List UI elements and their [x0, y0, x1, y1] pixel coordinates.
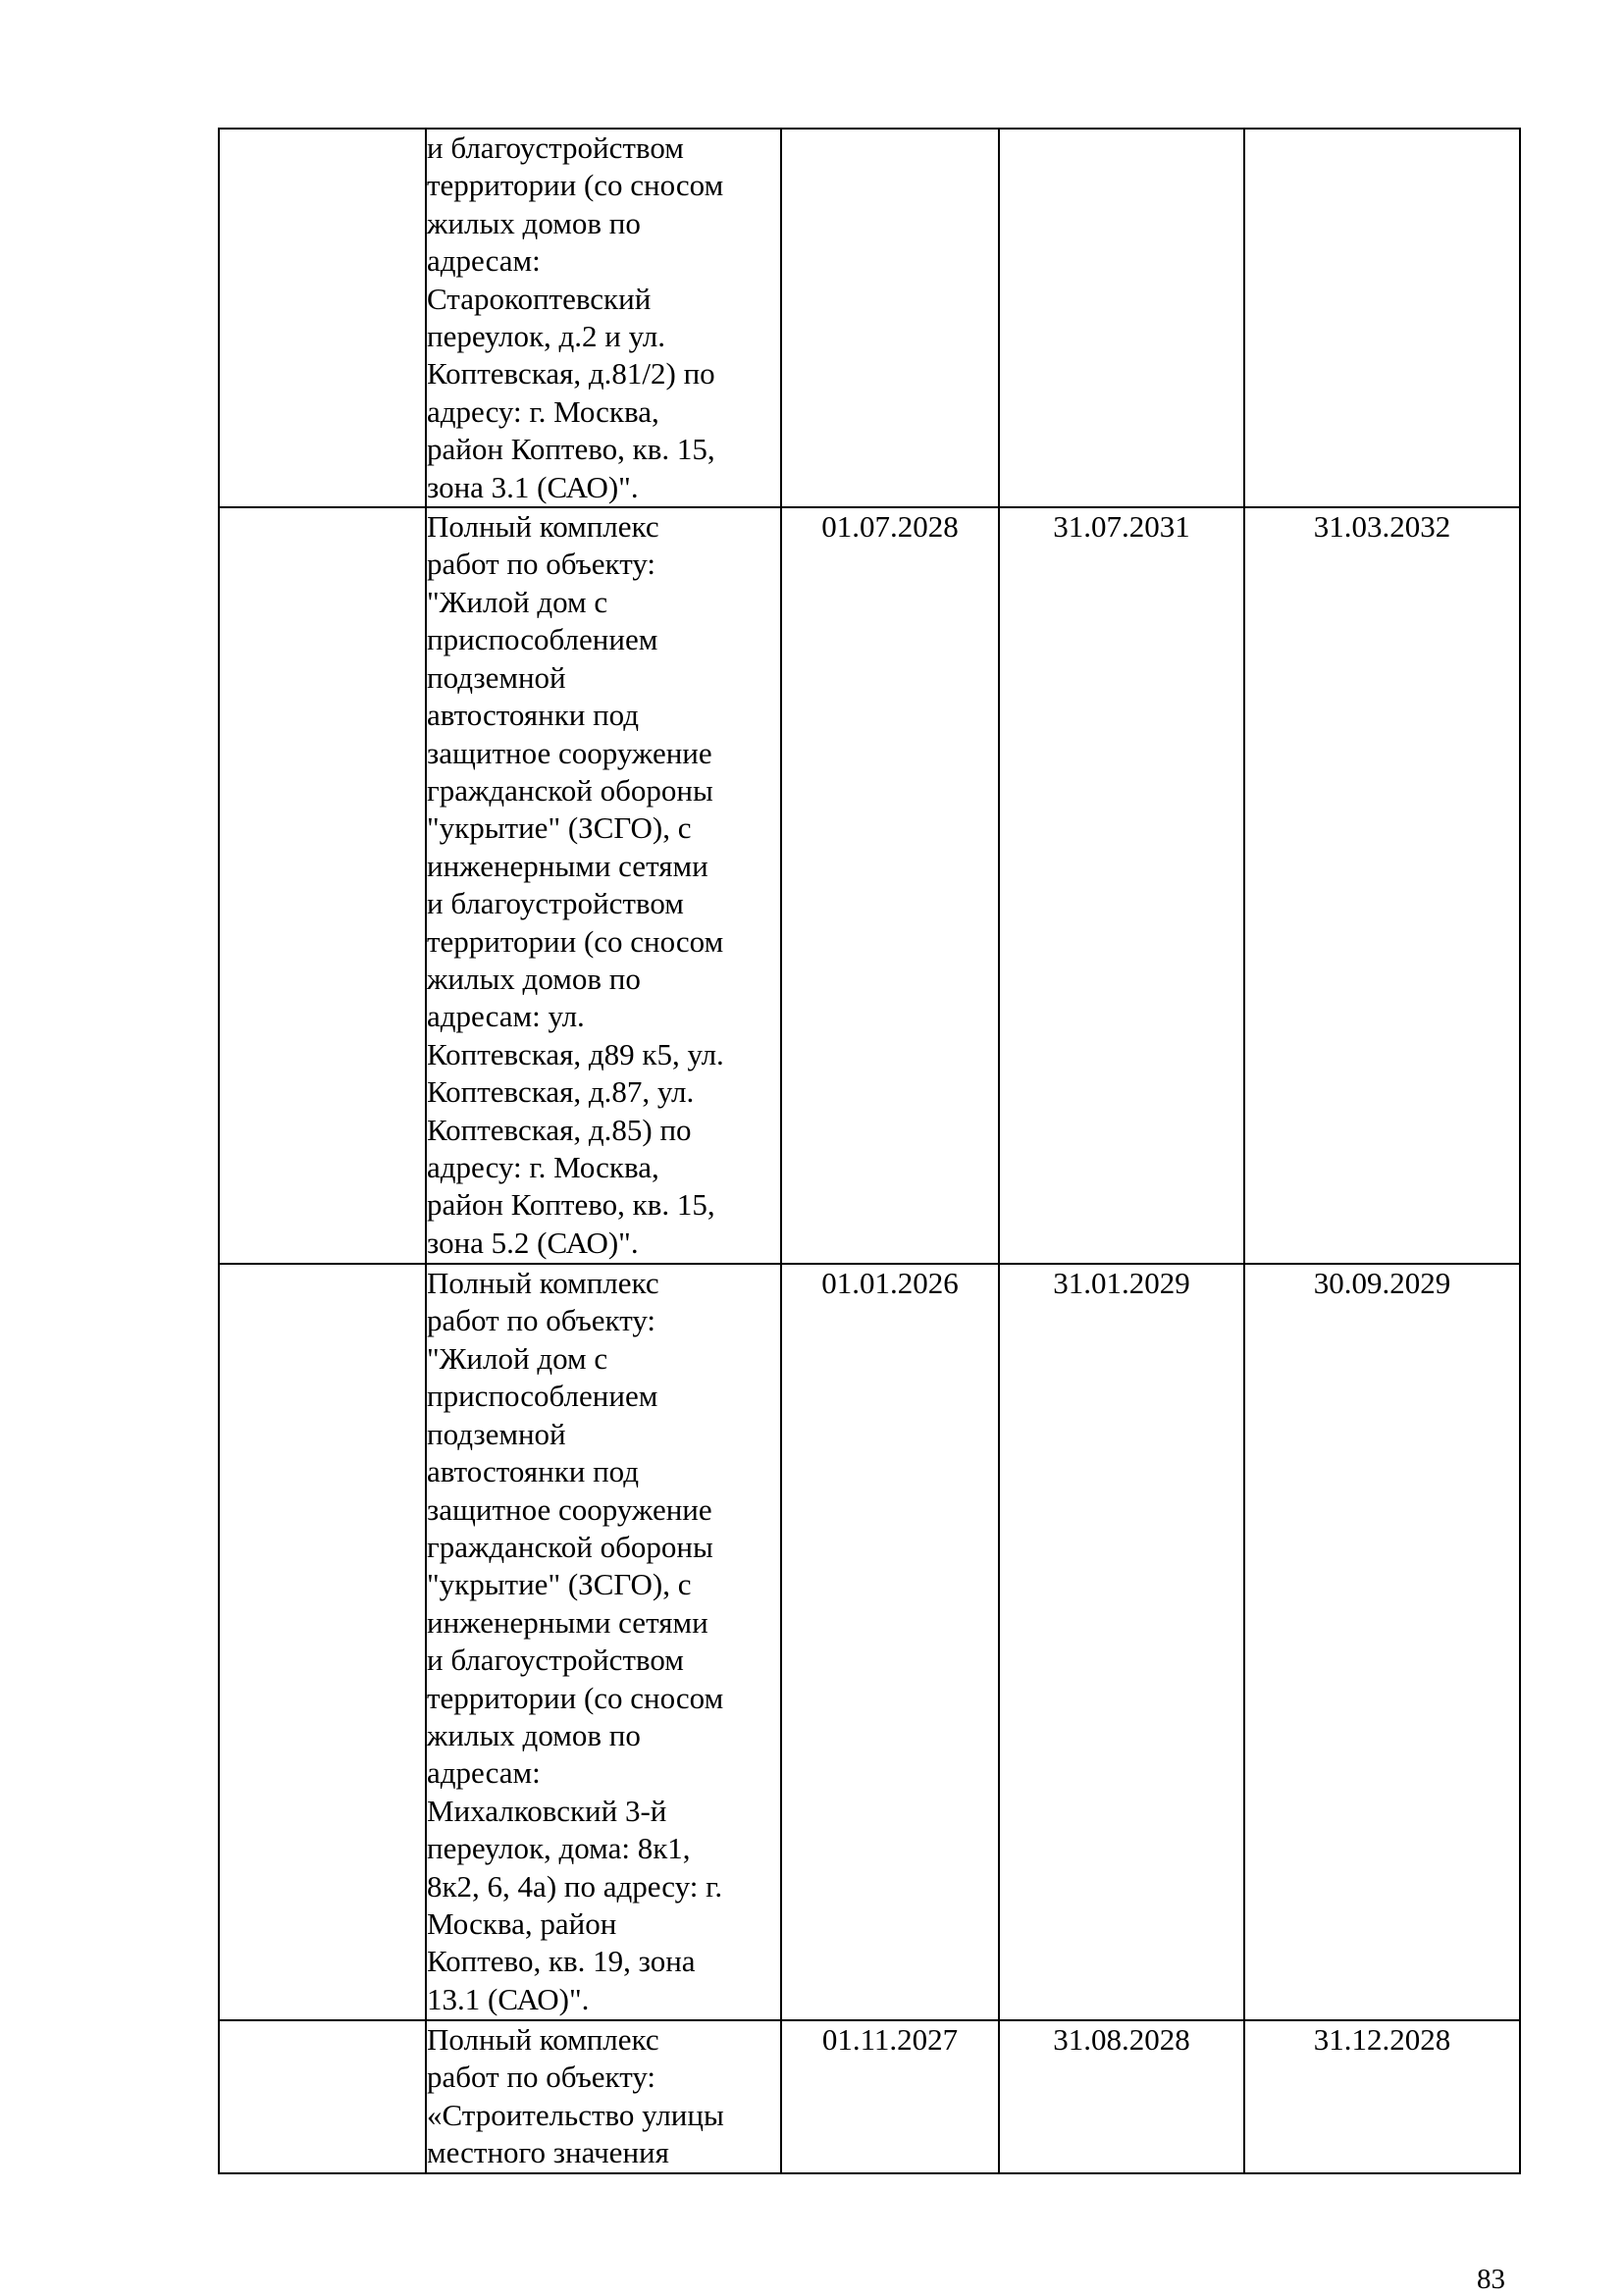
description-line: жилых домов по — [427, 961, 641, 996]
description-line: работ по объекту: — [427, 2060, 656, 2095]
number-cell — [219, 507, 426, 1264]
final-date-cell: 30.09.2029 — [1244, 1264, 1520, 2020]
description-line: подземной — [427, 1416, 566, 1451]
description-line: "Жилой дом с — [427, 1340, 608, 1376]
description-line: Полный комплекс — [427, 1266, 659, 1301]
description-line: и благоустройством — [427, 886, 684, 921]
description-line: адресу: г. Москва, — [427, 1149, 659, 1184]
description-line: переулок, д.2 и ул. — [427, 319, 665, 354]
description-line: работ по объекту: — [427, 547, 656, 582]
description-line: зона 5.2 (САО)". — [427, 1225, 639, 1260]
description-line: Коптевская, д.87, ул. — [427, 1074, 695, 1110]
description-line: Москва, район — [427, 1905, 617, 1941]
number-cell — [219, 129, 426, 507]
start-date-cell: 01.11.2027 — [781, 2020, 999, 2173]
description-line: гражданской обороны — [427, 1529, 713, 1564]
description-line: "укрытие" (ЗСГО), с — [427, 1567, 692, 1602]
description-line: "укрытие" (ЗСГО), с — [427, 810, 692, 846]
description-cell — [426, 507, 781, 1264]
end-date-cell: 31.08.2028 — [999, 2020, 1244, 2173]
description-line: инженерными сетями — [427, 1604, 708, 1640]
table-row — [219, 1264, 1520, 2020]
description-line: адресам: — [427, 243, 541, 279]
final-date-cell: 31.03.2032 — [1244, 507, 1520, 1264]
description-line: Коптево, кв. 19, зона — [427, 1944, 696, 1979]
schedule-table — [218, 128, 1521, 2174]
table-row — [219, 2020, 1520, 2173]
description-cell — [426, 129, 781, 507]
description-line: подземной — [427, 659, 566, 695]
description-line: защитное сооружение — [427, 1491, 712, 1527]
description-line: Коптевская, д89 к5, ул. — [427, 1036, 724, 1071]
table-row — [219, 507, 1520, 1264]
description-line: жилых домов по — [427, 205, 641, 240]
description-line: адресам: ул. — [427, 999, 585, 1034]
final-date-cell — [1244, 129, 1520, 507]
description-cell — [426, 2020, 781, 2173]
description-line: территории (со сносом — [427, 1680, 724, 1715]
description-line: местного значения — [427, 2135, 669, 2170]
end-date-cell: 31.07.2031 — [999, 507, 1244, 1264]
description-line: Полный комплекс — [427, 2022, 659, 2058]
description-line: «Строительство улицы — [427, 2097, 724, 2132]
description-line: Коптевская, д.81/2) по — [427, 356, 715, 391]
description-line: адресу: г. Москва, — [427, 393, 659, 429]
description-line: Михалковский 3-й — [427, 1793, 667, 1828]
end-date-cell: 31.01.2029 — [999, 1264, 1244, 2020]
description-line: Старокоптевский — [427, 281, 652, 316]
description-line: переулок, дома: 8к1, — [427, 1831, 691, 1866]
description-line: жилых домов по — [427, 1717, 641, 1752]
start-date-cell — [781, 129, 999, 507]
description-line: гражданской обороны — [427, 772, 713, 808]
description-line: "Жилой дом с — [427, 584, 608, 619]
description-line: 8к2, 6, 4а) по адресу: г. — [427, 1868, 723, 1904]
description-line: работ по объекту: — [427, 1303, 656, 1338]
description-line: район Коптево, кв. 15, — [427, 1187, 715, 1223]
description-line: территории (со сносом — [427, 168, 724, 203]
final-date-cell: 31.12.2028 — [1244, 2020, 1520, 2173]
start-date-cell: 01.01.2026 — [781, 1264, 999, 2020]
number-cell — [219, 1264, 426, 2020]
description-line: территории (со сносом — [427, 923, 724, 959]
description-line: инженерными сетями — [427, 848, 708, 883]
number-cell — [219, 2020, 426, 2173]
description-line: зона 3.1 (САО)". — [427, 469, 639, 504]
description-line: и благоустройством — [427, 130, 684, 165]
description-line: защитное сооружение — [427, 735, 712, 770]
table-row — [219, 129, 1520, 507]
description-line: 13.1 (САО)". — [427, 1981, 590, 2016]
start-date-cell: 01.07.2028 — [781, 507, 999, 1264]
page-number: 83 — [1477, 2264, 1505, 2295]
description-cell — [426, 1264, 781, 2020]
description-line: и благоустройством — [427, 1643, 684, 1678]
description-line: Коптевская, д.85) по — [427, 1112, 692, 1147]
description-line: приспособлением — [427, 622, 658, 657]
description-line: приспособлением — [427, 1379, 658, 1414]
description-line: автостоянки под — [427, 1454, 640, 1489]
description-line: автостоянки под — [427, 698, 640, 733]
description-line: Полный комплекс — [427, 509, 659, 545]
description-line: район Коптево, кв. 15, — [427, 432, 715, 467]
description-line: адресам: — [427, 1755, 541, 1791]
end-date-cell — [999, 129, 1244, 507]
